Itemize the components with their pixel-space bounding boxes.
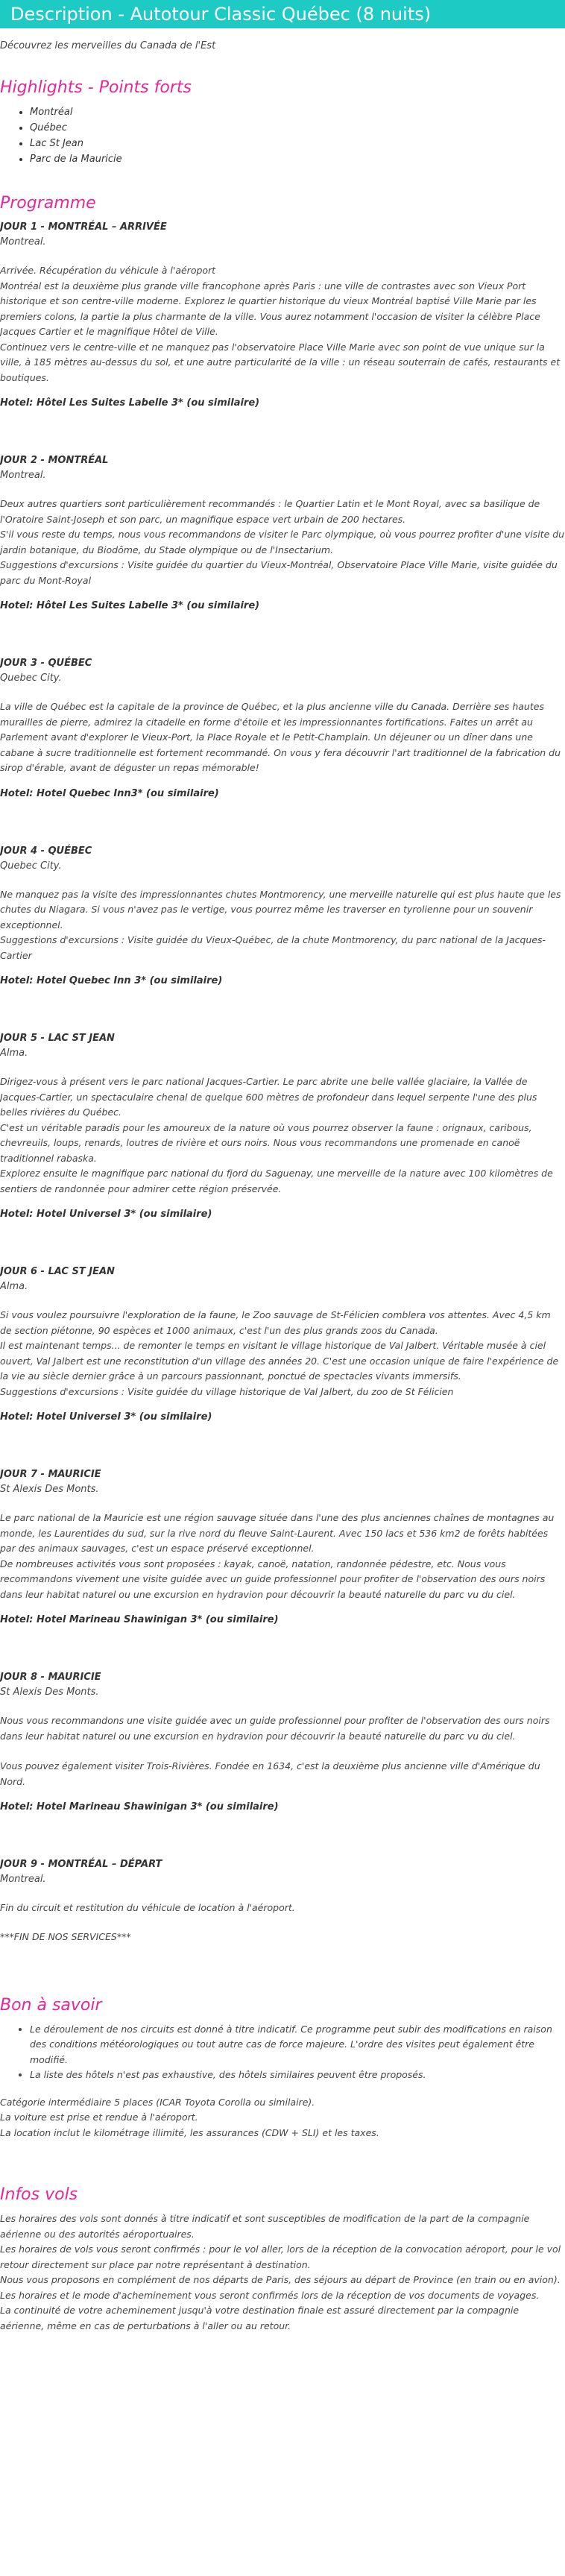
end-of-services: ***FIN DE NOS SERVICES*** (0, 1930, 131, 1942)
day-city: Montreal. (0, 1874, 46, 1885)
day-description (0, 887, 565, 964)
day-description (0, 1074, 565, 1197)
bon-a-savoir-item: • La liste des hôtels n'est pas exhaustive, des hôtels similaires peuvent être proposés. (30, 2068, 565, 2083)
day-city: St Alexis Des Monts. (0, 1484, 99, 1495)
bon-a-savoir-line: La voiture est prise et rendue à l'aéroport. (0, 2111, 198, 2123)
infos-vols-line: Les horaires de vols vous seront confirmés : pour le vol aller, lors de la réception de la convocation aéroport, pour le vol retour directement sur place par notre représentant à destination. (0, 2243, 561, 2270)
day-hotel: Hotel: Hôtel Les Suites Labelle 3* (ou similaire) (0, 397, 260, 409)
day-heading: JOUR 6 - LAC ST JEAN (0, 1266, 115, 1277)
bon-a-savoir-list (0, 2022, 565, 2083)
programme-days (0, 220, 565, 1916)
day-block (0, 220, 565, 409)
day-paragraph (0, 1744, 565, 1759)
day-city: Alma. (0, 1281, 28, 1292)
day-paragraph: Deux autres quartiers sont particulièrement recommandés : le Quartier Latin et le Mont Royal, avec sa basilique de l'Oratoire Saint-Joseph et son parc, un magnifique espace vert urbain de 200 hectares. (0, 498, 540, 525)
day-paragraph: Suggestions d'excursions : Visite guidée du quartier du Vieux-Montréal, Observatoire Place Ville Marie, visite guidée du parc du Mont-Royal (0, 559, 558, 586)
bon-a-savoir-text (0, 2095, 565, 2141)
day-city: Alma. (0, 1048, 28, 1059)
bon-a-savoir-line: La location inclut le kilométrage illimité, les assurances (CDW + SLI) et les taxes. (0, 2126, 379, 2138)
day-city: Quebec City. (0, 860, 62, 872)
day-description (0, 497, 565, 588)
day-block (0, 1670, 565, 1813)
day-paragraph: Montréal est la deuxième plus grande ville francophone après Paris : une ville de contrastes avec son Vieux Port historique et son centre-ville moderne. Explorez le quartier historique du vieux Montréal baptisé Ville Marie par les premiers colons, la partie la plus charmante de la ville. Vous aurez notamment l'occasion de visiter la célèbre Place Jacques Cartier et le magnifique Hôtel de Ville. (0, 280, 540, 337)
day-description (0, 263, 565, 385)
day-block (0, 1467, 565, 1625)
day-city: Montreal. (0, 470, 46, 481)
day-paragraph: De nombreuses activités vous sont proposées : kayak, canoë, natation, randonnée pédestre, etc. Nous vous recommandons vivement une visite guidée avec un guide professionnel pour profiter de l'observation des ours noirs dans leur habitat naturel ou une excursion en hydravion pour découvrir la beauté naturelle du parc vu du ciel. (0, 1558, 546, 1600)
day-paragraph: Il est maintenant temps... de remonter le temps en visitant le village historique de Val Jalbert. Véritable musée à ciel ouvert, Val Jalbert est une reconstitution d'un village des années 20. C'est une occasion unique de faire l'expérience de la vie au siècle dernier grâce à un parcours passionnant, ponctué de spectacles vivants immersifs. (0, 1340, 559, 1382)
programme-title: Programme (0, 194, 96, 212)
day-description (0, 1511, 565, 1602)
day-city: Montreal. (0, 236, 46, 248)
day-block (0, 1857, 565, 1916)
infos-vols-line: Les horaires et le mode d'acheminement vous seront confirmés lors de la réception de vos documents de voyages. (0, 2289, 540, 2301)
highlight-item: • Québec (30, 120, 565, 136)
day-description (0, 1713, 565, 1789)
day-hotel: Hotel: Hotel Marineau Shawinigan 3* (ou similaire) (0, 1801, 279, 1813)
day-hotel: Hotel: Hotel Universel 3* (ou similaire) (0, 1209, 212, 1220)
day-paragraph: Dirigez-vous à présent vers le parc national Jacques-Cartier. Le parc abrite une belle vallée glaciaire, la Vallée de Jacques-Cartier, un spectaculaire chenal de quelque 600 mètres de profondeur dans lequel serpente l'une des plus belles rivières du Québec. (0, 1076, 537, 1118)
day-heading: JOUR 8 - MAURICIE (0, 1672, 101, 1683)
highlights-title: Highlights - Points forts (0, 78, 192, 97)
day-paragraph: Le parc national de la Mauricie est une région sauvage située dans l'une des plus anciennes chaînes de montagnes au monde, les Laurentides du sud, sur la rive nord du fleuve Saint-Laurent. Avec 150 lacs et 536 km2 de forêts habitées par des animaux sauvages, c'est un espace préservé exceptionnel. (0, 1512, 555, 1554)
day-paragraph: Continuez vers le centre-ville et ne manquez pas l'observatoire Place Ville Marie avec son point de vue unique sur la ville, à 185 mètres au-dessus du sol, et une autre particularité de la ville : un réseau souterrain de cafés, restaurants et boutiques. (0, 341, 561, 383)
infos-vols-line: Nous vous proposons en complément de nos départs de Paris, des séjours au départ de Province (en train ou en avion). (0, 2274, 561, 2285)
infos-vols-text (0, 2211, 565, 2334)
intro-text: Découvrez les merveilles du Canada de l'Est (0, 40, 216, 51)
day-heading: JOUR 9 - MONTRÉAL – DÉPART (0, 1859, 162, 1870)
day-heading: JOUR 7 - MAURICIE (0, 1469, 101, 1480)
day-paragraph: C'est un véritable paradis pour les amoureux de la nature où vous pourrez observer la faune : orignaux, caribous, chevreuils, loups, renards, loutres de rivière et ours noirs. Nous vous recommandons une promenade en canoë traditionnel rabaska. (0, 1121, 532, 1164)
highlight-item: • Lac St Jean (30, 136, 565, 151)
bon-a-savoir-line: Catégorie intermédiaire 5 places (ICAR Toyota Corolla ou similaire). (0, 2096, 315, 2108)
day-hotel: Hotel: Hotel Marineau Shawinigan 3* (ou similaire) (0, 1614, 279, 1625)
infos-vols-title: Infos vols (0, 2185, 78, 2204)
day-description (0, 699, 565, 776)
day-paragraph: La ville de Québec est la capitale de la province de Québec, et la plus ancienne ville du Canada. Derrière ses hautes murailles de pierre, admirez la citadelle en forme d'étoile et les impressionnantes fortifications. Faites un arrêt au Parlement avant d'explorer le Vieux-Port, la Place Royale et le Petit-Champlain. Un déjeuner ou un dîner dans une cabane à sucre traditionnelle est fortement recommandé. On vous y fera découvrir l'art traditionnel de la fabrication du sirop d'érable, avant de déguster un repas mémorable! (0, 701, 561, 773)
highlight-item: • Montréal (30, 104, 565, 120)
day-block (0, 453, 565, 611)
day-heading: JOUR 5 - LAC ST JEAN (0, 1033, 115, 1044)
day-city: Quebec City. (0, 673, 62, 684)
bon-a-savoir-item: • Le déroulement de nos circuits est donné à titre indicatif. Ce programme peut subir des modifications en raison des conditions météorologiques ou tout autre cas de force majeure. L'ordre des visites peut également être modifié. (30, 2022, 565, 2068)
day-block (0, 1031, 565, 1220)
day-description (0, 1308, 565, 1399)
day-paragraph: Vous pouvez également visiter Trois-Rivières. Fondée en 1634, c'est la deuxième plus ancienne ville d'Amérique du Nord. (0, 1760, 540, 1787)
page-banner: Description - Autotour Classic Québec (8 nuits) (0, 0, 565, 28)
day-paragraph: Explorez ensuite le magnifique parc national du fjord du Saguenay, une merveille de la nature avec 100 kilomètres de sentiers de randonnée pour admirer cette région préservée. (0, 1168, 553, 1194)
bon-a-savoir-title: Bon à savoir (0, 1995, 102, 2015)
day-paragraph: Ne manquez pas la visite des impressionnantes chutes Montmorency, une merveille naturelle qui est plus haute que les chutes du Niagara. Si vous n'avez pas le vertige, vous pourrez même les traverser en tyrolienne pour un souvenir exceptionnel. (0, 888, 561, 930)
day-description (0, 1900, 565, 1916)
day-paragraph: Nous vous recommandons une visite guidée avec un guide professionnel pour profiter de l'observation des ours noirs dans leur habitat naturel ou une excursion en hydravion pour découvrir la beauté naturelle du parc vu du ciel. (0, 1715, 550, 1742)
day-city: St Alexis Des Monts. (0, 1687, 99, 1698)
infos-vols-line: La continuité de votre acheminement jusqu'à votre destination finale est assuré directement par la compagnie aérienne, même en cas de perturbations à l'aller ou au retour. (0, 2305, 520, 2331)
day-heading: JOUR 2 - MONTRÉAL (0, 455, 109, 466)
day-block (0, 656, 565, 799)
day-block (0, 844, 565, 987)
day-hotel: Hotel: Hotel Quebec Inn3* (ou similaire) (0, 787, 219, 799)
day-hotel: Hotel: Hotel Universel 3* (ou similaire) (0, 1411, 212, 1423)
day-hotel: Hotel: Hôtel Les Suites Labelle 3* (ou similaire) (0, 600, 260, 611)
day-paragraph: Fin du circuit et restitution du véhicule de location à l'aéroport. (0, 1902, 295, 1913)
infos-vols-line: Les horaires des vols sont donnés à titre indicatif et sont susceptibles de modification de la part de la compagnie aérienne ou des autorités aéroportuaires. (0, 2213, 530, 2240)
day-paragraph: Si vous voulez poursuivre l'exploration de la faune, le Zoo sauvage de St-Félicien comblera vos attentes. Avec 4,5 km de section piétonne, 90 espèces et 1000 animaux, c'est l'un des plus grands zoos du Canada. (0, 1309, 551, 1336)
day-hotel: Hotel: Hotel Quebec Inn 3* (ou similaire) (0, 975, 223, 986)
highlights-list (0, 104, 565, 167)
day-block (0, 1265, 565, 1423)
day-heading: JOUR 1 - MONTRÉAL – ARRIVÉE (0, 221, 167, 233)
highlight-item: • Parc de la Mauricie (30, 151, 565, 167)
day-paragraph: Suggestions d'excursions : Visite guidée du Vieux-Québec, de la chute Montmorency, du parc national de la Jacques-Cartier (0, 934, 546, 961)
day-paragraph: Suggestions d'excursions : Visite guidée du village historique de Val Jalbert, du zoo de St Félicien (0, 1385, 454, 1397)
day-heading: JOUR 3 - QUÉBEC (0, 658, 92, 669)
day-heading: JOUR 4 - QUÉBEC (0, 845, 92, 857)
day-paragraph: S'il vous reste du temps, nous vous recommandons de visiter le Parc olympique, où vous pourrez profiter d'une visite du jardin botanique, du Biodôme, du Stade olympique ou de l'Insectarium. (0, 529, 565, 555)
day-paragraph: Arrivée. Récupération du véhicule à l'aéroport (0, 265, 216, 276)
